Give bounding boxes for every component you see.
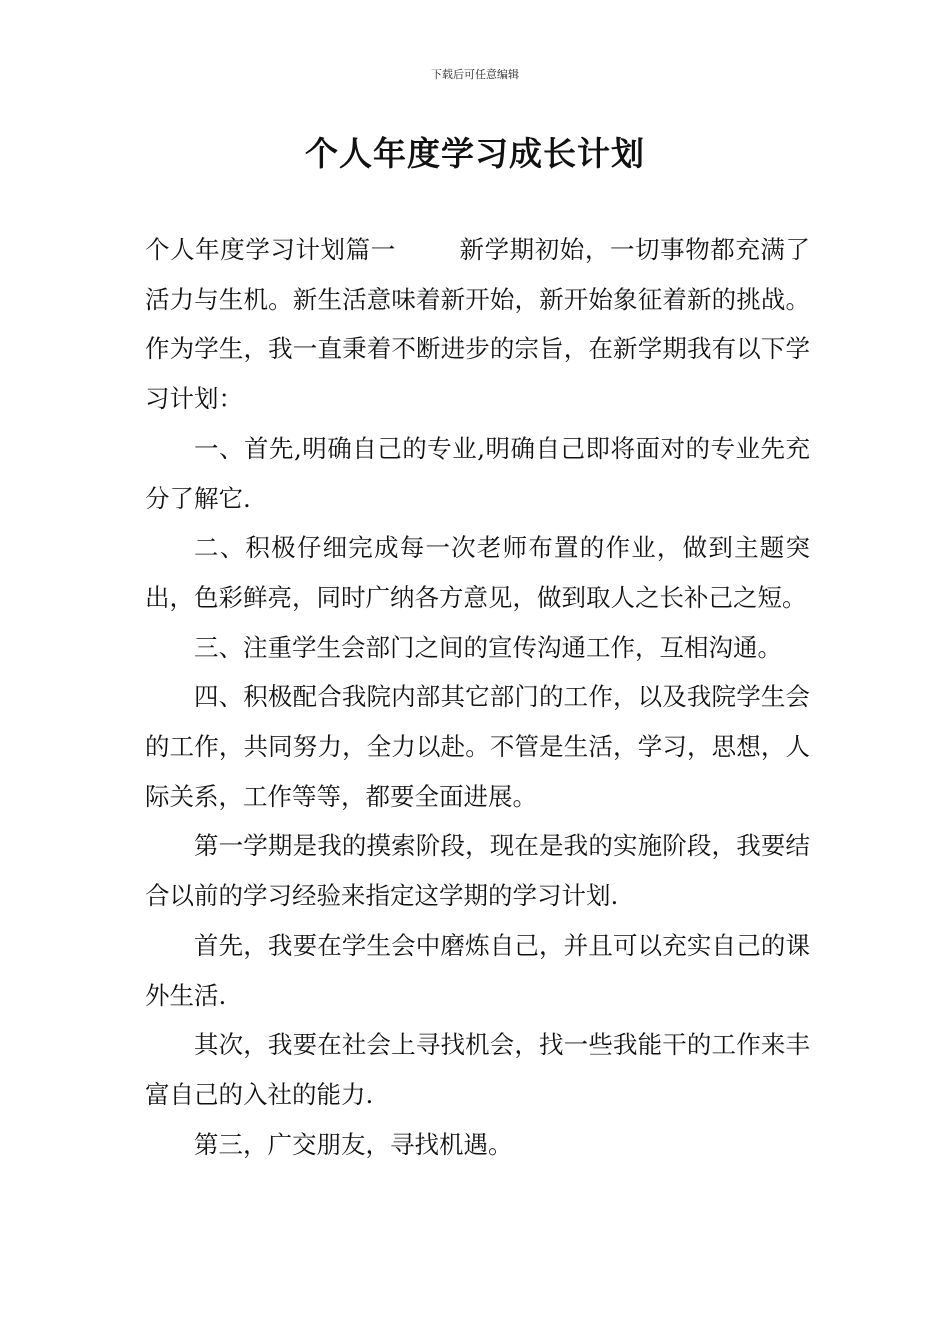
intro-paragraph	[145, 225, 810, 424]
paragraph-6: 首先，我要在学生会中磨炼自己，并且可以充实自己的课外生活.	[145, 930, 810, 1010]
paragraph-8: 第三，广交朋友，寻找机遇。	[194, 1129, 513, 1159]
section-heading: 个人年度学习计划篇一	[145, 235, 396, 264]
header-note: 下载后可任意编辑	[431, 68, 519, 81]
paragraph-5: 第一学期是我的摸索阶段，现在是我的实施阶段，我要结合以前的学习经验来指定这学期的学习计划.	[145, 831, 810, 911]
paragraph-7: 其次，我要在社会上寻找机会，找一些我能干的工作来丰富自己的入社的能力.	[145, 1030, 810, 1109]
paragraph-1: 一、首先,明确自己的专业,明确自己即将面对的专业先充分了解它.	[145, 433, 810, 513]
paragraph-3: 三、注重学生会部门之间的宣传沟通工作，互相沟通。	[194, 632, 782, 662]
paragraph-4: 四、积极配合我院内部其它部门的工作，以及我院学生会的工作，共同努力，全力以赴。不管是生活，学习，思想，人际关系，工作等等，都要全面进展。	[145, 682, 810, 811]
document-body	[145, 225, 810, 1169]
document-title: 个人年度学习成长计划	[305, 134, 645, 173]
paragraph-2: 二、积极仔细完成每一次老师布置的作业，做到主题突出，色彩鲜亮，同时广纳各方意见，做到取人之长补己之短。	[145, 533, 810, 612]
intro-text: 新学期初始，一切事物都充满了活力与生机。新生活意味着新开始，新开始象征着新的挑战。作为学生，我一直秉着不断进步的宗旨，在新学期我有以下学习计划：	[145, 235, 811, 414]
